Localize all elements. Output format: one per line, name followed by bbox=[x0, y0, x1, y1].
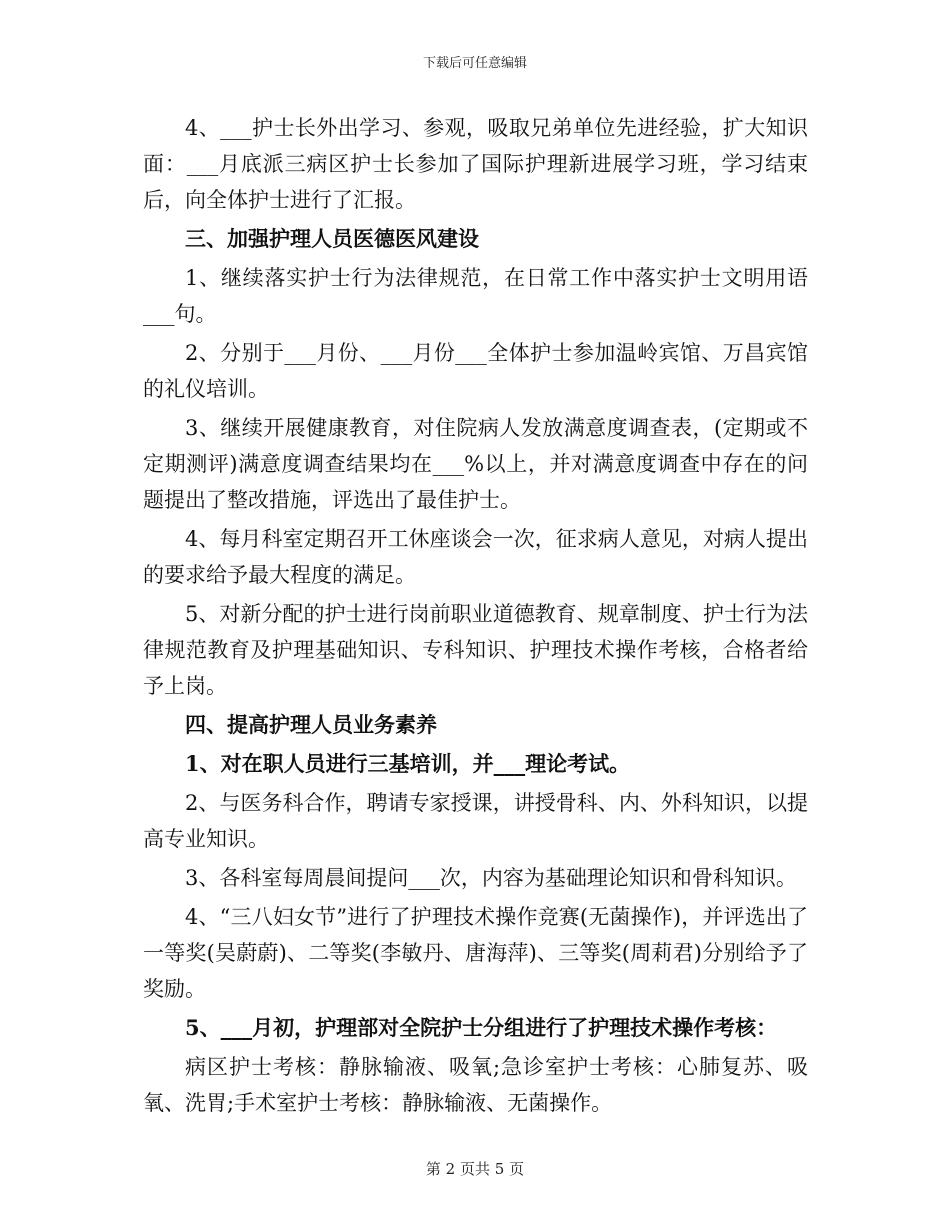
paragraph-item-5-assessment: 5、___月初，护理部对全院护士分组进行了护理技术操作考核： bbox=[185, 1015, 778, 1040]
paragraph-item-3-questions: 3、各科室每周晨间提问___次，内容为基础理论知识和骨科知识。 bbox=[185, 866, 797, 890]
page-header: 下载后可任意编辑 bbox=[422, 56, 527, 71]
paragraph-item-4-competition: 4、“三八妇女节”进行了护理技术操作竞赛(无菌操作)，并评选出了一等奖(吴蔚蔚)、二等奖(李敏丹、唐海萍)、三等奖(周莉君)分别给予了奖励。 bbox=[143, 905, 808, 1001]
paragraph-item-1-exam: 1、对在职人员进行三基培训，并___理论考试。 bbox=[185, 751, 631, 776]
section-heading-3: 三、加强护理人员医德医风建设 bbox=[185, 226, 479, 251]
paragraph-item-3-survey: 3、继续开展健康教育，对住院病人发放满意度调查表，(定期或不定期测评)满意度调查结果均在___%以上，并对满意度调查中存在的问题提出了整改措施，评选出了最佳护士。 bbox=[143, 416, 808, 512]
paragraph-item-5-orientation: 5、对新分配的护士进行岗前职业道德教育、规章制度、护士行为法律规范教育及护理基础知识、专科知识、护理技术操作考核，合格者给予上岗。 bbox=[143, 602, 808, 698]
document-body bbox=[143, 110, 808, 1124]
section-heading-4: 四、提高护理人员业务素养 bbox=[185, 712, 437, 737]
paragraph-item-2-training: 2、分别于___月份、___月份___全体护士参加温岭宾馆、万昌宾馆的礼仪培训。 bbox=[143, 341, 808, 401]
paragraph-item-1-etiquette: 1、继续落实护士行为法律规范，在日常工作中落实护士文明用语___句。 bbox=[143, 266, 808, 326]
paragraph-item-4-study: 4、___护士长外出学习、参观，吸取兄弟单位先进经验，扩大知识面：___月底派三病区护士长参加了国际护理新进展学习班，学习结束后，向全体护士进行了汇报。 bbox=[143, 116, 808, 212]
paragraph-item-4-meeting: 4、每月科室定期召开工休座谈会一次，征求病人意见，对病人提出的要求给予最大程度的满足。 bbox=[143, 527, 808, 587]
paragraph-assessment-details: 病区护士考核：静脉输液、吸氧;急诊室护士考核：心肺复苏、吸氧、洗胃;手术室护士考核：静脉输液、无菌操作。 bbox=[143, 1055, 808, 1115]
paragraph-item-2-lectures: 2、与医务科合作，聘请专家授课，讲授骨科、内、外科知识，以提高专业知识。 bbox=[143, 791, 808, 851]
page-footer: 第 2 页共 5 页 bbox=[425, 1160, 525, 1178]
